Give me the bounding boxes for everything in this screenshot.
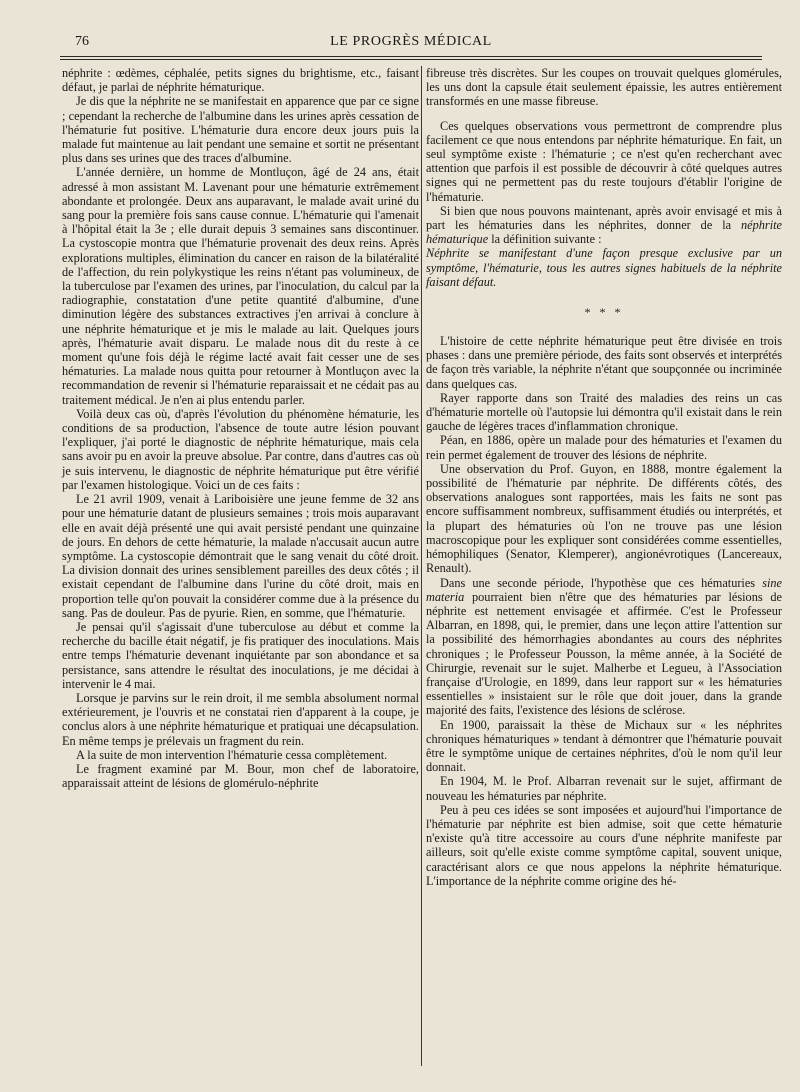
page-number: 76	[75, 34, 89, 49]
column-divider	[421, 66, 422, 1066]
paragraph: Peu à peu ces idées se sont imposées et aujourd'hui l'importance de l'hématurie par néphrite est bien admise, soit que cette hématurie n'existe qu'à titre accessoire au cours d'une néphrite manifeste par ailleurs, soit qu'elle existe comme symptôme capital, souvent unique, caractérisant alors ce que nous appelons la néphrite hématurique. L'importance de la néphrite comme origine des hé-	[426, 802, 782, 888]
latin-term: sine materia	[426, 575, 782, 604]
paragraph: Ces quelques observations vous permettront de comprendre plus facilement ce que nous entendons par néphrite hématurique. En fait, un seul symptôme existe : l'hématurie ; ce n'est qu'en recherchant avec attention que parfois il est possible de découvrir à côté quelques autres signes qui ne permettent pas du reste toujours d'établir l'origine de l'hématurie.	[426, 118, 782, 204]
header-rule-double	[60, 59, 762, 60]
defined-term: néphrite hématurique	[426, 218, 782, 247]
header-rule	[60, 56, 762, 57]
paragraph: Voilà deux cas où, d'après l'évolution du phénomène hématurie, les conditions de sa production, l'absence de toute autre lésion pouvant l'expliquer, j'ai porté le diagnostic de néphrite hématurique, mais cela sans avoir pu en avoir la preuve absolue. Par contre, dans d'autres cas où je suis intervenu, le diagnostic de néphrite hématurique put être vérifié par l'examen histologique. Voici un de ces faits :	[62, 406, 419, 492]
page-header	[60, 34, 762, 54]
section-separator: * * *	[584, 305, 624, 320]
right-column	[426, 66, 782, 888]
paragraph: En 1904, M. le Prof. Albarran revenait sur le sujet, affirmant de nouveau les hématuries par néphrite.	[426, 774, 782, 803]
paragraph: A la suite de mon intervention l'hématurie cessa complètement.	[76, 747, 388, 762]
paragraph: Péan, en 1886, opère un malade pour des hématuries et l'examen du rein permet également de trouver des lésions de néphrite.	[426, 433, 782, 462]
paragraph	[426, 576, 782, 718]
paragraph-tail: pourraient bien n'être que des hématuries par lésions de néphrite est nettement envisagée et affirmée. C'est le Professeur Albarran, en 1898, qui, le premier, dans une leçon attire l'attention sur la possibilité des hémorrhagies abondantes au cours des néphrites chroniques ; le Professeur Pousson, la même année, à la Société de Chirurgie, revenait sur le sujet. Malherbe et Legueu, à l'Association française d'Urologie, en 1899, dans leur rapport sur « les hématuries essentielles » insistaient sur le rôle que doit jouer, dans la grande majorité des faits, l'existence des lésions de sclérose.	[426, 589, 782, 718]
paragraph: L'histoire de cette néphrite hématurique peut être divisée en trois phases : dans une première période, des faits sont observés et interprétés de façon très variable, la néphrite n'étant que soupçonnée ou incriminée dans quelques cas.	[426, 334, 782, 391]
definition-tail: la définition suivante :	[488, 232, 602, 247]
definition-lead: Si bien que nous pouvons maintenant, après avoir envisagé et mis à part les hématuries dans les néphrites, donner de la	[426, 203, 782, 233]
paragraph: fibreuse très discrètes. Sur les coupes on trouvait quelques glomérules, les uns dont la capsule était seulement épaissie, les autres entièrement transformés en une masse fibreuse.	[426, 66, 782, 109]
running-title: LE PROGRÈS MÉDICAL	[330, 34, 492, 49]
paragraph: En 1900, paraissait la thèse de Michaux sur « les néphrites chroniques hématuriques » tendant à démontrer que l'hématurie pouvait être le symptôme unique de certaines néphrites, d'où le nom qu'il leur donnait.	[426, 717, 782, 775]
definition-paragraph	[426, 204, 782, 247]
paragraph-lead: Dans une seconde période, l'hypothèse que ces hématuries	[440, 575, 763, 590]
left-column	[62, 66, 419, 790]
paragraph: Lorsque je parvins sur le rein droit, il me sembla absolument normal extérieurement, je l'ouvris et ne constatai rien d'apparent à la coupe, je conclus alors à une néphrite hématurique et pratiquai une décapsulation. En même temps je prélevais un fragment du rein.	[62, 690, 419, 748]
paragraph: Je dis que la néphrite ne se manifestait en apparence que par ce signe ; cependant la recherche de l'albumine dans les urines après cessation de l'hématurie fut positive. L'hématurie dura encore deux jours puis la malade fut maintenue au lait pendant une semaine et sortit ne présentant plus dans ses urines que des traces d'albumine.	[62, 94, 419, 166]
paragraph: Le fragment examiné par M. Bour, mon chef de laboratoire, apparaissait atteint de lésions de glomérulo-néphrite	[62, 761, 419, 791]
paragraph: Rayer rapporte dans son Traité des maladies des reins un cas d'hématurie mortelle où l'autopsie lui démontra qu'il existait dans le rein gauche de légères traces d'inflammation chronique.	[426, 390, 782, 434]
paragraph: L'année dernière, un homme de Montluçon, âgé de 24 ans, était adressé à mon assistant M. Lavenant pour une hématurie extrêmement abondante et prolongée. Deux ans auparavant, le malade avait uriné du sang pour la première fois sans cause connue. L'hématurie qui l'amenait à l'hôpital était la 3e ; elle durait depuis 3 semaines sans discontinuer. La cystoscopie montra que l'hématurie provenait des deux reins. Après explorations multiples, élimination du cancer en raison de la bilatéralité de l'affection, du rein polykystique les reins n'étant pas volumineux, de la tuberculose par l'examen des urines, par l'inoculation, du calcul par la radiographie, constatation d'une petite quantité d'albumine, d'une diminution légère des substances extractives j'en arrivai à conclure à une néphrite hématurique et je mis le malade au lait. Quelques jours après, l'hématurie avait disparu. Le malade nous dit du reste à ce moment qu'une fois déjà le régime lacté avait fait cesser une de ses hématuries. La malade nous quitta pour retourner à Montluçon avec la recommandation de revenir si l'hématurie reparaissait et ne cédait pas au traitement médical. Je n'en ai plus entendu parler.	[62, 165, 419, 407]
definition-text: Néphrite se manifestant d'une façon presque exclusive par un symptôme, l'hématurie, tous les autres signes habituels de la néphrite faisant défaut.	[426, 246, 782, 289]
paragraph: Je pensai qu'il s'agissait d'une tuberculose au début et comme la recherche du bacille était négatif, je fis pratiquer des inoculations. Mais entre temps l'hématurie devenant inquiétante par son abondance et sa persistance, sans attendre le résultat des inoculations, je me décidai à intervenir le 4 mai.	[62, 619, 419, 691]
paragraph: Le 21 avril 1909, venait à Lariboisière une jeune femme de 32 ans pour une hématurie datant de plusieurs semaines ; trois mois auparavant elle en avait déjà présenté une qui avait persisté pendant une quinzaine de jours. En dehors de cette hématurie, la malade n'accusait aucun autre symptôme. La cystoscopie démontrait que le sang venait du côté droit. La division donnait des urines sensiblement pareilles des deux côtés ; il existait cependant de l'albumine dans l'urine du côté droit, mais en proportion telle qu'on pouvait la considérer comme due à la présence du sang. Pas de douleur. Pas de pyurie. Rien, en somme, que l'hématurie.	[62, 492, 419, 620]
paragraph: Une observation du Prof. Guyon, en 1888, montre également la possibilité de l'hématurie par néphrite. De différents côtés, des observations analogues sont rapportées, mais les faits ne sont pas encore suffisamment nombreux, suffisamment étudiés ou interprétés, et la plupart des hématuries où l'on ne trouve pas une lésion macroscopique pour les expliquer sont considérées comme essentielles, hémophiliques (Senator, Klemperer), angionévrotiques (Lancereaux, Renault).	[426, 461, 782, 576]
paragraph: néphrite : œdèmes, céphalée, petits signes du brightisme, etc., faisant défaut, je parlai de néphrite hématurique.	[62, 66, 419, 95]
